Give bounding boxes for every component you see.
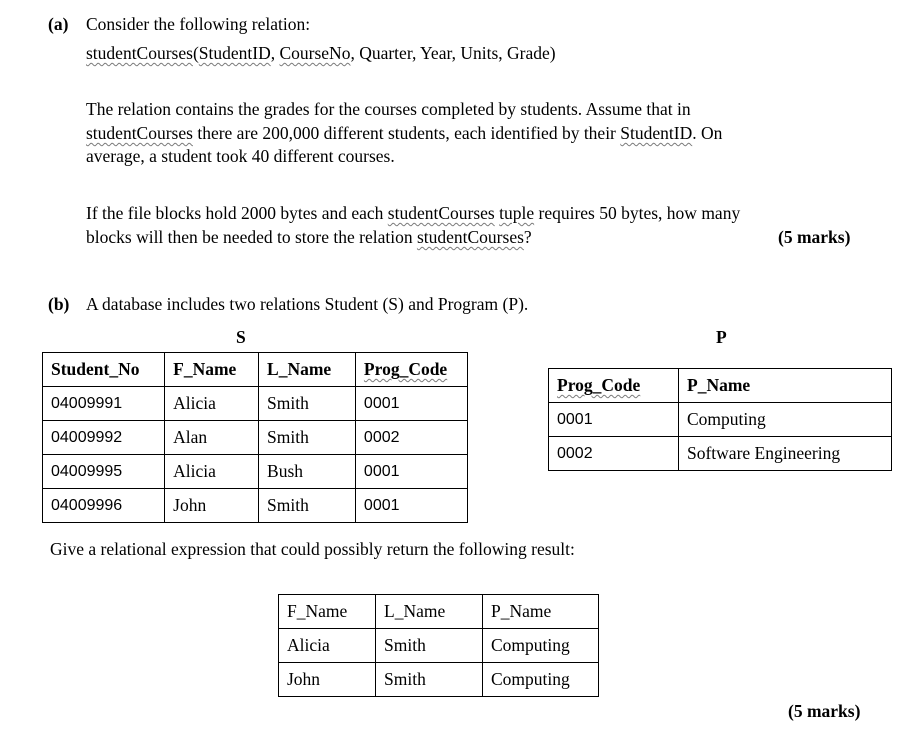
paragraph-1-line-3: average, a student took 40 different courses. [86,146,395,166]
part-b-marks: (5 marks) [788,701,861,721]
table-cell: Computing [483,663,599,697]
table-cell: Smith [376,663,483,697]
part-b-question: Give a relational expression that could possibly return the following result: [50,539,575,559]
paragraph-2-line-1 [86,203,740,224]
table-row [43,489,468,523]
table-cell: Smith [259,421,356,455]
col-prog-code [355,353,467,387]
table-cell: 04009995 [43,455,165,489]
part-b-intro: A database includes two relations Student (S) and Program (P). [86,294,529,314]
table-header-row [43,353,468,387]
table-cell: Smith [259,489,356,523]
part-a-intro: Consider the following relation: [86,14,311,34]
col-l-name: L_Name [259,353,356,387]
table-cell: Computing [679,403,892,437]
table-cell: Smith [376,629,483,663]
table-header-row [549,369,892,403]
attr-studentid: StudentID [198,43,271,63]
col-f-name: F_Name [165,353,259,387]
student-table [42,352,468,523]
relation-schema [86,43,556,64]
table-cell: 0002 [549,437,679,471]
term-studentcourses: studentCourses [387,203,495,223]
s-table-title: S [236,327,246,347]
p1-l2-mid: there are 200,000 different students, each identified by their [192,123,621,143]
p-table-title: P [716,327,727,347]
p2-l1-pre: If the file blocks hold 2000 bytes and each [86,203,388,223]
col-prog-code [549,369,679,403]
relation-rest: , Quarter, Year, Units, Grade) [350,43,556,63]
table-cell: Computing [483,629,599,663]
table-row [43,455,468,489]
table-cell: 04009992 [43,421,165,455]
paragraph-1-line-1: The relation contains the grades for the courses completed by students. Assume that in [86,99,691,119]
table-cell: John [279,663,376,697]
table-row [279,663,599,697]
table-cell: Smith [259,387,356,421]
table-cell: Bush [259,455,356,489]
table-cell: 0001 [355,387,467,421]
part-a-label: (a) [48,14,69,34]
col-f-name: F_Name [279,595,376,629]
table-row [43,421,468,455]
table-cell: Alicia [165,455,259,489]
program-table [548,368,892,471]
table-cell: Software Engineering [679,437,892,471]
paragraph-2-line-2 [86,227,532,248]
table-header-row [279,595,599,629]
table-row [549,403,892,437]
term-studentid: StudentID [620,123,693,143]
table-cell: 0002 [355,421,467,455]
table-cell: 0001 [355,489,467,523]
term-tuple: tuple [499,203,535,223]
table-cell: Alicia [165,387,259,421]
col-l-name: L_Name [376,595,483,629]
table-row [279,629,599,663]
table-row [549,437,892,471]
result-table [278,594,599,697]
p2-l2-pre: blocks will then be needed to store the relation [86,227,417,247]
table-cell: 0001 [355,455,467,489]
table-row [43,387,468,421]
term-studentcourses: studentCourses [86,123,193,143]
attr-courseno: CourseNo [279,43,351,63]
table-cell: 04009996 [43,489,165,523]
table-cell: 04009991 [43,387,165,421]
part-a-marks: (5 marks) [778,227,851,247]
col-p-name: P_Name [679,369,892,403]
col-student-no: Student_No [43,353,165,387]
table-cell: Alicia [279,629,376,663]
part-b-label: (b) [48,294,70,314]
col-p-name: P_Name [483,595,599,629]
table-cell: Alan [165,421,259,455]
table-cell: John [165,489,259,523]
p2-l2-end: ? [523,227,532,247]
relation-sep: , [270,43,280,63]
paragraph-1-line-2 [86,123,722,144]
table-cell: 0001 [549,403,679,437]
p2-l1-end: requires 50 bytes, how many [534,203,741,223]
col-prog-code-label: Prog_Code [363,359,448,379]
relation-name: studentCourses [86,43,193,63]
term-studentcourses: studentCourses [416,227,524,247]
p1-l2-end: . On [692,123,723,143]
col-prog-code-label: Prog_Code [557,375,641,395]
relation-open: ( [192,43,199,63]
